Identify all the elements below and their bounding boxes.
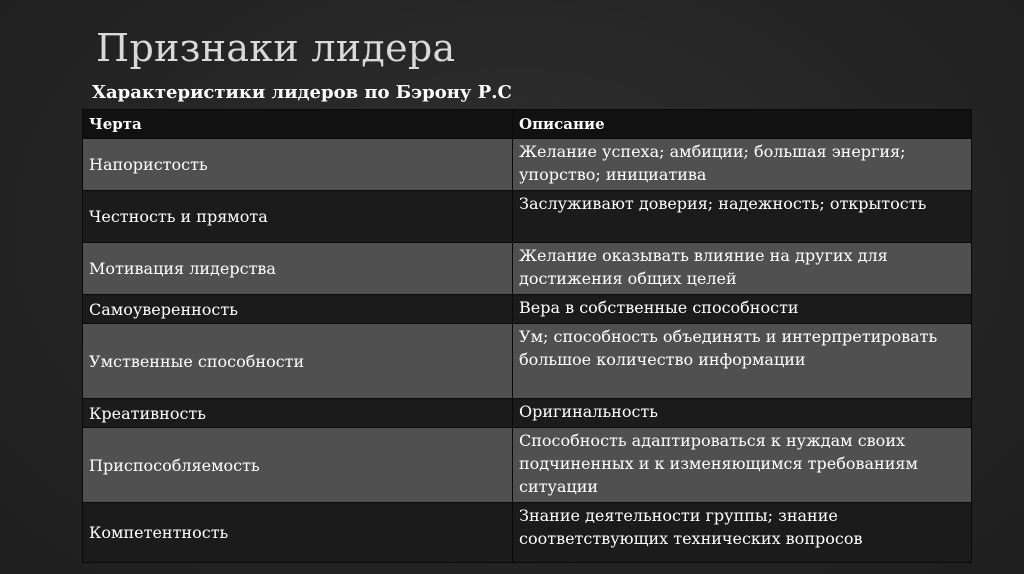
description-cell: Оригинальность bbox=[513, 399, 972, 428]
leader-traits-table bbox=[82, 109, 972, 563]
table-row bbox=[83, 191, 972, 243]
description-cell: Желание успеха; амбиции; большая энергия; упорство; инициатива bbox=[513, 139, 972, 191]
trait-cell: Креативность bbox=[83, 399, 513, 428]
description-cell: Способность адаптироваться к нуждам своих подчиненных и к изменяющимся требованиям ситуации bbox=[513, 428, 972, 503]
table-row bbox=[83, 295, 972, 324]
trait-cell: Приспособляемость bbox=[83, 428, 513, 503]
table-row bbox=[83, 324, 972, 399]
slide-title: Признаки лидера bbox=[96, 26, 456, 70]
trait-cell: Умственные способности bbox=[83, 324, 513, 399]
table-row bbox=[83, 139, 972, 191]
description-cell: Желание оказывать влияние на других для достижения общих целей bbox=[513, 243, 972, 295]
trait-cell: Честность и прямота bbox=[83, 191, 513, 243]
description-cell: Знание деятельности группы; знание соответствующих технических вопросов bbox=[513, 503, 972, 563]
description-cell: Вера в собственные способности bbox=[513, 295, 972, 324]
description-cell: Заслуживают доверия; надежность; открытость bbox=[513, 191, 972, 243]
table-row bbox=[83, 399, 972, 428]
trait-cell: Самоуверенность bbox=[83, 295, 513, 324]
table-row bbox=[83, 243, 972, 295]
table-header-row bbox=[83, 110, 972, 139]
header-trait: Черта bbox=[83, 110, 513, 139]
table-row bbox=[83, 428, 972, 503]
table-caption: Характеристики лидеров по Бэрону Р.С bbox=[92, 82, 512, 103]
trait-cell: Мотивация лидерства bbox=[83, 243, 513, 295]
header-description: Описание bbox=[513, 110, 972, 139]
trait-cell: Напористость bbox=[83, 139, 513, 191]
trait-cell: Компетентность bbox=[83, 503, 513, 563]
table-row bbox=[83, 503, 972, 563]
description-cell: Ум; способность объединять и интерпретировать большое количество информации bbox=[513, 324, 972, 399]
